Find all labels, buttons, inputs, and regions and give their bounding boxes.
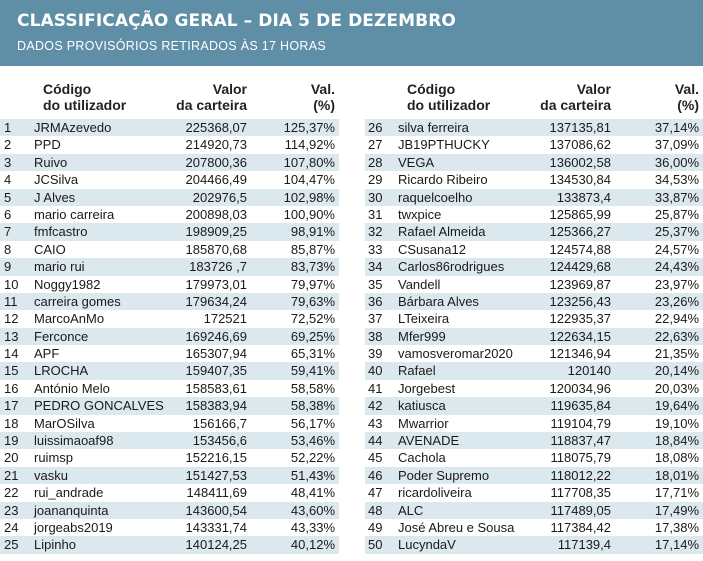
user-code-cell: Carlos86rodrigues <box>398 259 505 275</box>
percent-change-cell: 83,73% <box>290 259 335 275</box>
user-code-cell: twxpice <box>398 206 442 222</box>
ranking-table-right <box>365 77 703 554</box>
column-header-value: Valor da carteira <box>176 81 247 113</box>
table-row <box>365 241 703 258</box>
table-row <box>0 293 339 310</box>
table-row <box>0 484 339 501</box>
page-subtitle: DADOS PROVISÓRIOS RETIRADOS ÀS 17 HORAS <box>17 39 326 53</box>
rank-cell: 47 <box>368 485 383 501</box>
rank-cell: 39 <box>368 346 383 362</box>
portfolio-value-cell: 204466,49 <box>185 172 247 188</box>
percent-change-cell: 18,08% <box>654 450 699 466</box>
user-code-cell: LucyndaV <box>398 537 456 553</box>
rank-cell: 50 <box>368 537 383 553</box>
portfolio-value-cell: 121346,94 <box>549 346 611 362</box>
portfolio-value-cell: 148411,69 <box>186 485 247 501</box>
percent-change-cell: 85,87% <box>290 241 335 257</box>
table-row <box>365 328 703 345</box>
rank-cell: 32 <box>368 224 383 240</box>
user-code-cell: Ruivo <box>34 154 68 170</box>
percent-change-cell: 53,46% <box>290 433 335 449</box>
rank-cell: 2 <box>4 137 12 153</box>
user-code-cell: António Melo <box>34 380 110 396</box>
rank-cell: 23 <box>4 502 19 518</box>
rank-cell: 7 <box>4 224 12 240</box>
rank-cell: 41 <box>368 380 383 396</box>
table-row <box>0 467 339 484</box>
rank-cell: 11 <box>4 293 18 309</box>
portfolio-value-cell: 185870,68 <box>185 241 247 257</box>
table-row <box>365 536 703 553</box>
portfolio-value-cell: 151427,53 <box>185 467 247 483</box>
portfolio-value-cell: 123969,87 <box>549 276 611 292</box>
percent-change-cell: 19,64% <box>654 398 699 414</box>
percent-change-cell: 72,52% <box>290 311 335 327</box>
portfolio-value-cell: 118012,22 <box>550 467 611 483</box>
table-row <box>365 206 703 223</box>
portfolio-value-cell: 158583,61 <box>185 380 247 396</box>
table-row <box>365 519 703 536</box>
table-row <box>0 362 339 379</box>
user-code-cell: Ricardo Ribeiro <box>398 172 488 188</box>
percent-change-cell: 18,01% <box>654 467 699 483</box>
user-code-cell: JB19PTHUCKY <box>398 137 490 153</box>
percent-change-cell: 19,10% <box>654 415 699 431</box>
portfolio-value-cell: 172521 <box>203 311 247 327</box>
rank-cell: 33 <box>368 241 383 257</box>
table-row <box>0 328 339 345</box>
user-code-cell: PPD <box>34 137 61 153</box>
percent-change-cell: 23,97% <box>654 276 699 292</box>
rank-cell: 22 <box>4 485 19 501</box>
percent-change-cell: 43,33% <box>290 519 335 535</box>
user-code-cell: MarOSilva <box>34 415 95 431</box>
rank-cell: 29 <box>368 172 383 188</box>
table-row <box>365 449 703 466</box>
table-row <box>0 415 339 432</box>
table-row <box>0 380 339 397</box>
table-body <box>365 119 703 554</box>
percent-change-cell: 33,87% <box>654 189 699 205</box>
column-header-value: Valor da carteira <box>540 81 611 113</box>
user-code-cell: Rafael Almeida <box>398 224 486 240</box>
user-code-cell: raquelcoelho <box>398 189 473 205</box>
percent-change-cell: 36,00% <box>654 154 699 170</box>
table-row <box>365 467 703 484</box>
portfolio-value-cell: 124429,68 <box>549 259 611 275</box>
user-code-cell: Ferconce <box>34 328 89 344</box>
rank-cell: 36 <box>368 293 383 309</box>
percent-change-cell: 17,38% <box>654 519 699 535</box>
portfolio-value-cell: 122935,37 <box>549 311 611 327</box>
percent-change-cell: 102,98% <box>283 189 335 205</box>
table-row <box>365 258 703 275</box>
percent-change-cell: 98,91% <box>290 224 335 240</box>
column-header-pct: Val. (%) <box>674 81 699 113</box>
table-row <box>365 223 703 240</box>
rank-cell: 28 <box>368 154 383 170</box>
user-code-cell: vasku <box>34 467 68 483</box>
rank-cell: 20 <box>4 450 19 466</box>
table-row <box>0 276 339 293</box>
user-code-cell: Mfer999 <box>398 328 446 344</box>
rank-cell: 40 <box>368 363 383 379</box>
rank-cell: 25 <box>4 537 19 553</box>
user-code-cell: JRMAzevedo <box>34 120 112 135</box>
user-code-cell: Bárbara Alves <box>398 293 479 309</box>
user-code-cell: LTeixeira <box>398 311 450 327</box>
user-code-cell: fmfcastro <box>34 224 88 240</box>
rank-cell: 42 <box>368 398 383 414</box>
rank-cell: 43 <box>368 415 383 431</box>
table-row <box>365 484 703 501</box>
user-code-cell: Vandell <box>398 276 441 292</box>
rank-cell: 14 <box>4 346 19 362</box>
user-code-cell: CSusana12 <box>398 241 466 257</box>
rank-cell: 30 <box>368 189 383 205</box>
rank-cell: 4 <box>4 172 12 188</box>
user-code-cell: rui_andrade <box>34 485 104 501</box>
percent-change-cell: 100,90% <box>283 206 335 222</box>
portfolio-value-cell: 119635,84 <box>550 398 611 414</box>
portfolio-value-cell: 125865,99 <box>549 206 611 222</box>
table-row <box>0 310 339 327</box>
rank-cell: 35 <box>368 276 383 292</box>
table-row <box>0 154 339 171</box>
percent-change-cell: 48,41% <box>290 485 335 501</box>
portfolio-value-cell: 122634,15 <box>549 328 611 344</box>
table-row <box>0 345 339 362</box>
portfolio-value-cell: 152216,15 <box>185 450 247 466</box>
rank-cell: 46 <box>368 467 383 483</box>
portfolio-value-cell: 117489,05 <box>550 502 611 518</box>
user-code-cell: JCSilva <box>34 172 79 188</box>
portfolio-value-cell: 136002,58 <box>549 154 611 170</box>
user-code-cell: mario rui <box>34 259 85 275</box>
table-row <box>0 241 339 258</box>
portfolio-value-cell: 117139,4 <box>557 537 611 553</box>
user-code-cell: Lipinho <box>34 537 76 553</box>
percent-change-cell: 20,14% <box>654 363 699 379</box>
table-row <box>365 380 703 397</box>
user-code-cell: AVENADE <box>398 433 460 449</box>
table-row <box>365 276 703 293</box>
table-row <box>0 206 339 223</box>
user-code-cell: LROCHA <box>34 363 89 379</box>
table-row <box>0 432 339 449</box>
percent-change-cell: 79,63% <box>290 293 335 309</box>
rank-cell: 12 <box>4 311 19 327</box>
user-code-cell: APF <box>34 346 60 362</box>
table-header <box>365 77 703 119</box>
percent-change-cell: 114,92% <box>284 137 335 153</box>
portfolio-value-cell: 225368,07 <box>185 120 247 135</box>
rank-cell: 21 <box>4 467 19 483</box>
table-row <box>365 154 703 171</box>
portfolio-value-cell: 140124,25 <box>185 537 247 553</box>
table-row <box>365 432 703 449</box>
portfolio-value-cell: 118075,79 <box>550 450 611 466</box>
percent-change-cell: 69,25% <box>290 328 335 344</box>
portfolio-value-cell: 179634,24 <box>185 293 247 309</box>
portfolio-value-cell: 159407,35 <box>185 363 247 379</box>
percent-change-cell: 43,60% <box>290 502 335 518</box>
user-code-cell: carreira gomes <box>34 293 121 309</box>
user-code-cell: J Alves <box>34 189 76 205</box>
percent-change-cell: 17,71% <box>654 485 699 501</box>
rank-cell: 13 <box>4 328 19 344</box>
table-row <box>365 502 703 519</box>
rank-cell: 44 <box>368 433 383 449</box>
portfolio-value-cell: 183726 ,7 <box>189 259 247 275</box>
percent-change-cell: 24,43% <box>654 259 699 275</box>
percent-change-cell: 65,31% <box>290 346 335 362</box>
table-row <box>365 189 703 206</box>
percent-change-cell: 17,14% <box>654 537 699 553</box>
rank-cell: 3 <box>4 154 12 170</box>
percent-change-cell: 22,94% <box>654 311 699 327</box>
percent-change-cell: 21,35% <box>654 346 699 362</box>
user-code-cell: CAIO <box>34 241 66 257</box>
user-code-cell: ALC <box>398 502 424 518</box>
portfolio-value-cell: 118837,47 <box>550 433 611 449</box>
rank-cell: 34 <box>368 259 383 275</box>
percent-change-cell: 25,37% <box>654 224 699 240</box>
percent-change-cell: 34,53% <box>654 172 699 188</box>
portfolio-value-cell: 153456,6 <box>192 433 247 449</box>
table-row <box>365 119 703 136</box>
table-row <box>365 345 703 362</box>
user-code-cell: Cachola <box>398 450 446 466</box>
ranking-table-left <box>0 77 339 554</box>
table-row <box>365 171 703 188</box>
portfolio-value-cell: 198909,25 <box>185 224 247 240</box>
portfolio-value-cell: 207800,36 <box>185 154 247 170</box>
user-code-cell: joananquinta <box>34 502 109 518</box>
table-row <box>365 136 703 153</box>
percent-change-cell: 37,14% <box>654 120 699 135</box>
column-header-code: Código do utilizador <box>43 81 127 113</box>
portfolio-value-cell: 123256,43 <box>549 293 611 309</box>
table-row <box>0 519 339 536</box>
table-row <box>0 258 339 275</box>
portfolio-value-cell: 143331,74 <box>185 519 247 535</box>
user-code-cell: ruimsp <box>34 450 74 466</box>
rank-cell: 17 <box>4 398 19 414</box>
user-code-cell: mario carreira <box>34 206 115 222</box>
column-header-pct: Val. (%) <box>310 81 335 113</box>
table-row <box>365 362 703 379</box>
portfolio-value-cell: 117384,42 <box>550 519 611 535</box>
table-row <box>0 171 339 188</box>
rank-cell: 1 <box>4 120 12 135</box>
table-row <box>0 223 339 240</box>
user-code-cell: Noggy1982 <box>34 276 101 292</box>
percent-change-cell: 51,43% <box>290 467 335 483</box>
table-row <box>0 189 339 206</box>
rank-cell: 26 <box>368 120 383 135</box>
user-code-cell: José Abreu e Sousa <box>398 519 515 535</box>
rank-cell: 49 <box>368 519 383 535</box>
portfolio-value-cell: 214920,73 <box>185 137 247 153</box>
portfolio-value-cell: 200898,03 <box>185 206 247 222</box>
table-row <box>0 536 339 553</box>
table-header <box>0 77 339 119</box>
percent-change-cell: 22,63% <box>654 328 699 344</box>
portfolio-value-cell: 169246,69 <box>185 328 247 344</box>
rank-cell: 38 <box>368 328 383 344</box>
portfolio-value-cell: 137135,81 <box>549 120 611 135</box>
rank-cell: 18 <box>4 415 19 431</box>
rank-cell: 8 <box>4 241 12 257</box>
percent-change-cell: 23,26% <box>654 293 699 309</box>
portfolio-value-cell: 156166,7 <box>192 415 247 431</box>
portfolio-value-cell: 125366,27 <box>549 224 611 240</box>
percent-change-cell: 37,09% <box>654 137 699 153</box>
rank-cell: 6 <box>4 206 12 222</box>
user-code-cell: VEGA <box>398 154 435 170</box>
portfolio-value-cell: 165307,94 <box>185 346 247 362</box>
percent-change-cell: 17,49% <box>654 502 699 518</box>
rank-cell: 9 <box>4 259 12 275</box>
percent-change-cell: 18,84% <box>654 433 699 449</box>
percent-change-cell: 58,58% <box>290 380 335 396</box>
user-code-cell: luissimaoaf98 <box>34 433 114 449</box>
table-body <box>0 119 339 554</box>
user-code-cell: MarcoAnMo <box>34 311 105 327</box>
rank-cell: 16 <box>4 380 19 396</box>
column-header-code: Código do utilizador <box>407 81 491 113</box>
user-code-cell: Rafael <box>398 363 436 379</box>
percent-change-cell: 25,87% <box>654 206 699 222</box>
percent-change-cell: 56,17% <box>290 415 335 431</box>
rank-cell: 10 <box>4 276 19 292</box>
table-row <box>0 449 339 466</box>
portfolio-value-cell: 119104,79 <box>550 415 611 431</box>
portfolio-value-cell: 133873,4 <box>556 189 611 205</box>
rank-cell: 24 <box>4 519 19 535</box>
page-title: CLASSIFICAÇÃO GERAL – DIA 5 DE DEZEMBRO <box>17 11 456 31</box>
table-row <box>0 397 339 414</box>
percent-change-cell: 40,12% <box>290 537 335 553</box>
portfolio-value-cell: 179973,01 <box>185 276 247 292</box>
rank-cell: 31 <box>368 206 383 222</box>
table-row <box>365 415 703 432</box>
user-code-cell: Poder Supremo <box>398 467 490 483</box>
user-code-cell: katiusca <box>398 398 446 414</box>
user-code-cell: silva ferreira <box>398 120 469 135</box>
header-banner <box>0 0 703 66</box>
user-code-cell: vamosveromar2020 <box>398 346 513 362</box>
user-code-cell: PEDRO GONCALVES <box>34 398 164 414</box>
table-row <box>365 293 703 310</box>
rank-cell: 5 <box>4 189 12 205</box>
percent-change-cell: 107,80% <box>283 154 335 170</box>
rank-cell: 19 <box>4 433 19 449</box>
percent-change-cell: 79,97% <box>290 276 335 292</box>
user-code-cell: jorgeabs2019 <box>34 519 113 535</box>
table-row <box>0 136 339 153</box>
rank-cell: 45 <box>368 450 383 466</box>
table-row <box>365 310 703 327</box>
rank-cell: 27 <box>368 137 383 153</box>
rank-cell: 15 <box>4 363 19 379</box>
portfolio-value-cell: 137086,62 <box>549 137 611 153</box>
rank-cell: 48 <box>368 502 383 518</box>
percent-change-cell: 59,41% <box>290 363 335 379</box>
user-code-cell: Mwarrior <box>398 415 449 431</box>
rank-cell: 37 <box>368 311 383 327</box>
table-row <box>0 502 339 519</box>
portfolio-value-cell: 120034,96 <box>549 380 611 396</box>
percent-change-cell: 125,37% <box>283 120 335 135</box>
percent-change-cell: 104,47% <box>283 172 335 188</box>
portfolio-value-cell: 202976,5 <box>192 189 247 205</box>
percent-change-cell: 58,38% <box>290 398 335 414</box>
percent-change-cell: 52,22% <box>290 450 335 466</box>
table-row <box>0 119 339 136</box>
percent-change-cell: 24,57% <box>654 241 699 257</box>
portfolio-value-cell: 143600,54 <box>185 502 247 518</box>
portfolio-value-cell: 117708,35 <box>550 485 611 501</box>
portfolio-value-cell: 120140 <box>567 363 611 379</box>
user-code-cell: ricardoliveira <box>398 485 472 501</box>
portfolio-value-cell: 134530,84 <box>549 172 611 188</box>
table-row <box>365 397 703 414</box>
percent-change-cell: 20,03% <box>654 380 699 396</box>
portfolio-value-cell: 124574,88 <box>549 241 611 257</box>
user-code-cell: Jorgebest <box>398 380 456 396</box>
portfolio-value-cell: 158383,94 <box>185 398 247 414</box>
